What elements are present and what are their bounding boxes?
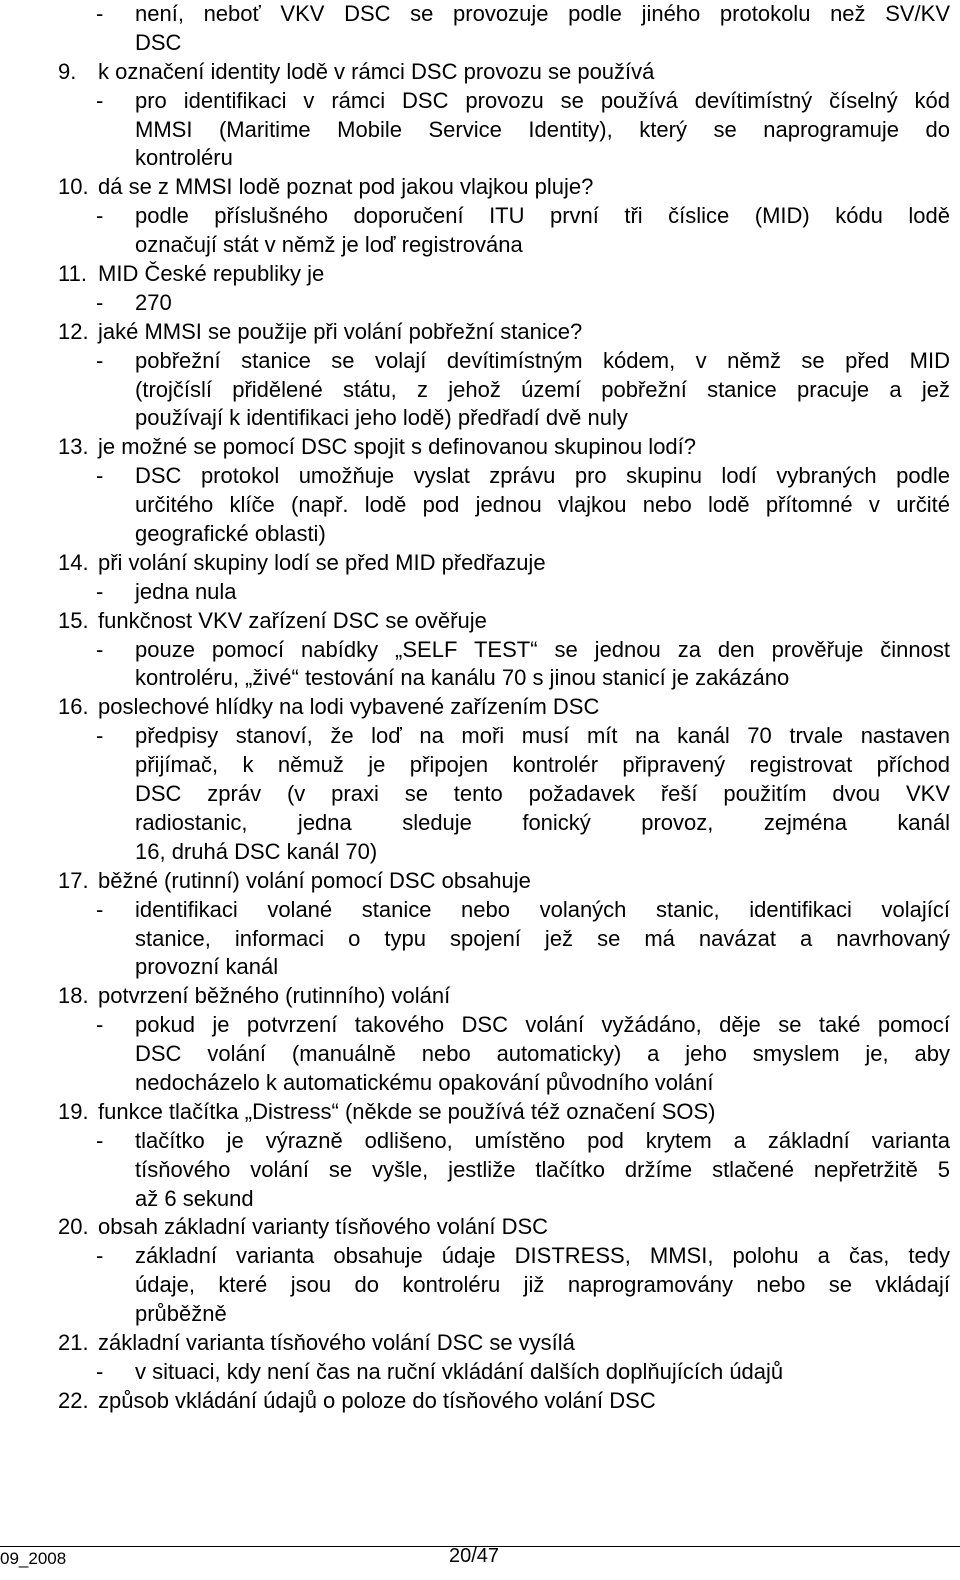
answer-text: 16, druhá DSC kanál 70) [135, 838, 378, 864]
answer-text: pokud je potvrzení takového DSC volání vyžádáno, děje se také pomocí [135, 1012, 950, 1038]
answer-text: používají k identifikaci jeho lodě) předřadí dvě nuly [135, 405, 628, 431]
answer-text: průběžně [135, 1301, 227, 1327]
answer-line [0, 578, 960, 607]
answer-text: identifikaci volané stanice nebo volaných stanic, identifikaci volající [135, 896, 950, 922]
answer-line [0, 1358, 960, 1387]
answer-text: (trojčíslí přidělené státu, z jehož území pobřežní stanice pracuje a jež [135, 376, 950, 402]
item-number: 12. [58, 318, 89, 344]
item-number: 15. [58, 607, 89, 633]
dash-bullet: - [96, 723, 104, 749]
answer-text: nedocházelo k automatickému opakování původního volání [135, 1069, 714, 1095]
continuation-line [0, 404, 960, 433]
item-number: 9. [58, 58, 77, 84]
question-text: běžné (rutinní) volání pomocí DSC obsahuje [98, 867, 531, 893]
numbered-item-line [0, 58, 960, 87]
answer-text: údaje, které jsou do kontroléru již naprogramovány nebo se vkládají [135, 1272, 950, 1298]
answer-text: stanice, informaci o typu spojení jež se má navázat a navrhovaný [135, 925, 950, 951]
item-number: 19. [58, 1098, 89, 1124]
dash-bullet: - [96, 87, 104, 113]
question-text: funkčnost VKV zařízení DSC se ověřuje [98, 607, 487, 633]
question-text: způsob vkládání údajů o poloze do tísňového volání DSC [98, 1387, 656, 1413]
question-text: funkce tlačítka „Distress“ (někde se používá též označení SOS) [98, 1098, 716, 1124]
numbered-item-line [0, 260, 960, 289]
continuation-line [0, 376, 960, 405]
continuation-line [0, 925, 960, 954]
answer-text: DSC [135, 29, 182, 55]
answer-line [0, 347, 960, 376]
answer-text: provozní kanál [135, 954, 279, 980]
dash-bullet: - [96, 289, 104, 315]
item-number: 21. [58, 1329, 89, 1355]
dash-bullet: - [96, 203, 104, 229]
answer-line [0, 1242, 960, 1271]
answer-text: v situaci, kdy není čas na ruční vkládání dalších doplňujících údajů [135, 1358, 784, 1384]
question-text: při volání skupiny lodí se před MID předřazuje [98, 549, 546, 575]
answer-text: DSC volání (manuálně nebo automaticky) a jeho smyslem je, aby [135, 1041, 950, 1067]
question-text: obsah základní varianty tísňového volání DSC [98, 1214, 549, 1240]
numbered-item-line [0, 549, 960, 578]
numbered-item-line [0, 867, 960, 896]
question-text: MID České republiky je [98, 261, 325, 287]
continuation-line [0, 520, 960, 549]
answer-line [0, 722, 960, 751]
numbered-item-line [0, 693, 960, 722]
answer-line [0, 1127, 960, 1156]
answer-text: kontroléru, „živé“ testování na kanálu 70 s jinou stanicí je zakázáno [135, 665, 790, 691]
answer-text: kontroléru [135, 145, 233, 171]
continuation-line [0, 751, 960, 780]
item-number: 11. [58, 261, 87, 287]
answer-text: určitého klíče (např. lodě pod jednou vlajkou nebo lodě přítomné v určité [135, 492, 950, 518]
question-text: dá se z MMSI lodě poznat pod jakou vlajkou pluje? [98, 174, 594, 200]
continuation-line [0, 780, 960, 809]
answer-text: až 6 sekund [135, 1185, 254, 1211]
continuation-line [0, 231, 960, 260]
item-number: 17. [58, 867, 89, 893]
answer-line [0, 896, 960, 925]
dash-bullet: - [96, 1, 104, 26]
answer-line [0, 87, 960, 116]
answer-text: označují stát v němž je loď registrována [135, 232, 523, 258]
continuation-line [0, 29, 960, 58]
answer-line [0, 1011, 960, 1040]
continuation-line [0, 144, 960, 173]
numbered-item-line [0, 1213, 960, 1242]
question-text: jaké MMSI se použije při volání pobřežní stanice? [98, 318, 583, 344]
question-text: základní varianta tísňového volání DSC se vysílá [98, 1329, 575, 1355]
item-number: 10. [58, 174, 89, 200]
numbered-item-line [0, 433, 960, 462]
answer-line [0, 636, 960, 665]
continuation-line [0, 1040, 960, 1069]
item-number: 18. [58, 983, 89, 1009]
dash-bullet: - [96, 1127, 104, 1153]
item-number: 13. [58, 434, 89, 460]
answer-text: podle příslušného doporučení ITU první tři číslice (MID) kódu lodě [135, 203, 950, 229]
continuation-line [0, 838, 960, 867]
numbered-item-line [0, 1098, 960, 1127]
numbered-item-line [0, 173, 960, 202]
item-number: 16. [58, 694, 89, 720]
answer-text: pro identifikaci v rámci DSC provozu se používá devítimístný číselný kód [135, 87, 950, 113]
item-number: 14. [58, 549, 89, 575]
answer-text: 270 [135, 289, 172, 315]
answer-text: jedna nula [135, 578, 237, 604]
item-number: 22. [58, 1387, 89, 1413]
continuation-line [0, 809, 960, 838]
answer-line [0, 462, 960, 491]
answer-text: MMSI (Maritime Mobile Service Identity), který se naprogramuje do [135, 116, 950, 142]
numbered-item-line [0, 982, 960, 1011]
page-footer [0, 1546, 960, 1573]
answer-text: předpisy stanoví, že loď na moři musí mít na kanál 70 trvale nastaven [135, 723, 950, 749]
answer-text: tísňového volání se vyšle, jestliže tlačítko držíme stlačené nepřetržitě 5 [135, 1156, 950, 1182]
answer-text: geografické oblasti) [135, 521, 326, 547]
continuation-line [0, 953, 960, 982]
answer-text: DSC zpráv (v praxi se tento požadavek řeší použitím dvou VKV [135, 781, 950, 807]
continuation-line [0, 116, 960, 145]
answer-text: základní varianta obsahuje údaje DISTRESS, MMSI, polohu a čas, tedy [135, 1243, 950, 1269]
dash-bullet: - [96, 896, 104, 922]
dash-bullet: - [96, 1358, 104, 1384]
item-number: 20. [58, 1214, 89, 1240]
answer-text: není, neboť VKV DSC se provozuje podle jiného protokolu než SV/KV [135, 1, 950, 26]
continuation-line [0, 491, 960, 520]
answer-text: přijímač, k němuž je připojen kontrolér připravený registrovat příchod [135, 752, 950, 778]
answer-text: pobřežní stanice se volají devítimístným kódem, v němž se před MID [135, 347, 950, 373]
dash-bullet: - [96, 578, 104, 604]
answer-line [0, 0, 960, 29]
continuation-line [0, 1271, 960, 1300]
answer-text: DSC protokol umožňuje vyslat zprávu pro skupinu lodí vybraných podle [135, 463, 950, 489]
numbered-item-line [0, 1387, 960, 1416]
question-text: poslechové hlídky na lodi vybavené zařízením DSC [98, 694, 600, 720]
continuation-line [0, 664, 960, 693]
numbered-item-line [0, 607, 960, 636]
dash-bullet: - [96, 1012, 104, 1038]
footer-date-code: 09_2008 [0, 1549, 67, 1568]
page-number: 20/47 [449, 1545, 500, 1567]
continuation-line [0, 1156, 960, 1185]
continuation-line [0, 1069, 960, 1098]
numbered-item-line [0, 318, 960, 347]
answer-text: pouze pomocí nabídky „SELF TEST“ se jednou za den prověřuje činnost [135, 636, 950, 662]
question-text: je možné se pomocí DSC spojit s definovanou skupinou lodí? [98, 434, 697, 460]
dash-bullet: - [96, 347, 104, 373]
dash-bullet: - [96, 636, 104, 662]
dash-bullet: - [96, 463, 104, 489]
question-text: k označení identity lodě v rámci DSC provozu se používá [98, 58, 655, 84]
continuation-line [0, 1185, 960, 1214]
answer-line [0, 289, 960, 318]
numbered-item-line [0, 1329, 960, 1358]
dash-bullet: - [96, 1243, 104, 1269]
answer-text: radiostanic, jedna sleduje fonický provoz, zejména kanál [135, 809, 950, 835]
question-text: potvrzení běžného (rutinního) volání [98, 983, 451, 1009]
continuation-line [0, 1300, 960, 1329]
answer-line [0, 202, 960, 231]
answer-text: tlačítko je výrazně odlišeno, umístěno pod krytem a základní varianta [135, 1127, 950, 1153]
